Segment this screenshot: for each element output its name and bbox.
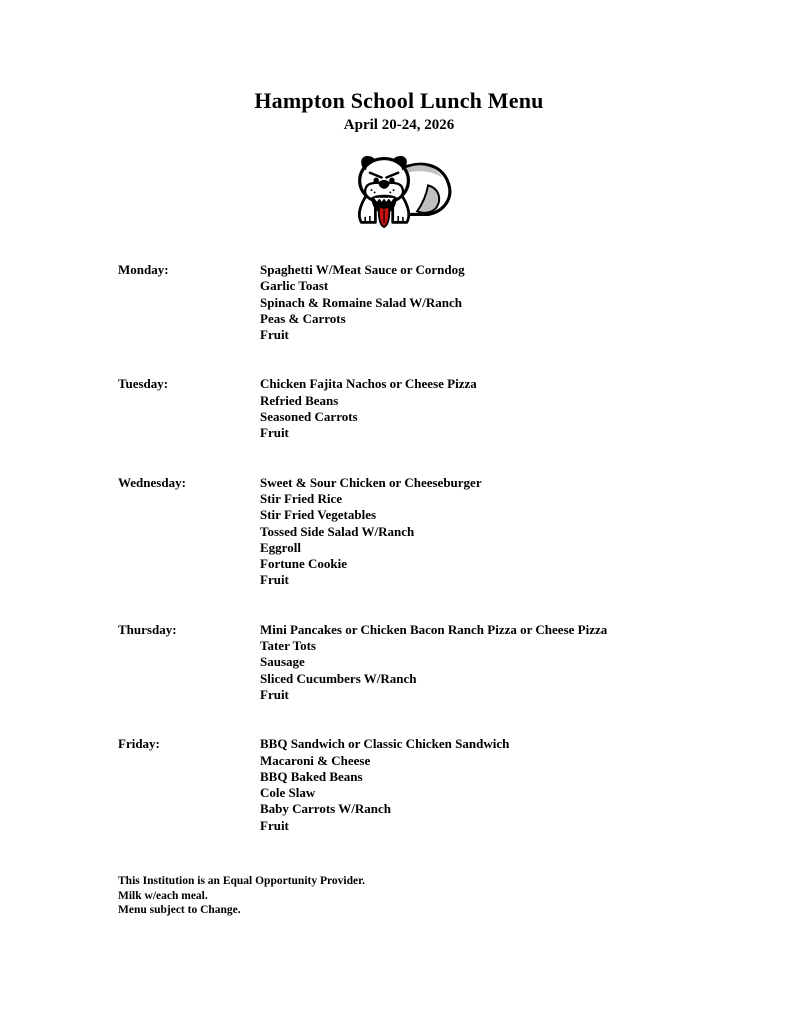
day-label: Wednesday: xyxy=(118,474,186,490)
menu-item: Fruit xyxy=(260,686,289,702)
menu-item: Fruit xyxy=(260,817,289,833)
menu-item: Peas & Carrots xyxy=(260,310,346,326)
date-range-subtitle: April 20-24, 2026 xyxy=(343,117,455,133)
menu-item: Sweet & Sour Chicken or Cheeseburger xyxy=(260,474,482,490)
footer-line-menu-change: Menu subject to Change. xyxy=(118,904,241,917)
menu-item: Fortune Cookie xyxy=(260,556,348,572)
menu-item: Sliced Cucumbers W/Ranch xyxy=(260,670,417,686)
day-label: Monday: xyxy=(118,262,169,277)
menu-item: Spinach & Romaine Salad W/Ranch xyxy=(260,294,463,310)
bulldog-mascot-icon xyxy=(340,150,458,238)
menu-item: Tater Tots xyxy=(260,638,316,654)
footer-line-milk: Milk w/each meal. xyxy=(118,889,208,902)
day-label: Thursday: xyxy=(118,621,177,637)
day-block-wednesday xyxy=(118,475,758,589)
mascot-image-container xyxy=(0,150,798,238)
menu-item: Chicken Fajita Nachos or Cheese Pizza xyxy=(260,376,477,392)
footer-line-equal-opportunity: This Institution is an Equal Opportunity Provider. xyxy=(118,875,366,888)
menu-item: Spaghetti W/Meat Sauce or Corndog xyxy=(260,262,465,277)
menu-days xyxy=(0,262,798,834)
day-label: Friday: xyxy=(118,736,160,752)
menu-item: Cole Slaw xyxy=(260,785,316,801)
menu-item: BBQ Baked Beans xyxy=(260,768,363,784)
menu-item: Tossed Side Salad W/Ranch xyxy=(260,523,415,539)
menu-item: Baby Carrots W/Ranch xyxy=(260,801,391,817)
menu-item: Fruit xyxy=(260,425,289,441)
menu-item: Mini Pancakes or Chicken Bacon Ranch Pizza or Cheese Pizza xyxy=(260,621,608,637)
menu-item: Sausage xyxy=(260,654,305,670)
day-block-tuesday xyxy=(118,376,758,441)
menu-item: BBQ Sandwich or Classic Chicken Sandwich xyxy=(260,736,510,752)
menu-item: Fruit xyxy=(260,327,289,343)
menu-item: Seasoned Carrots xyxy=(260,409,358,425)
day-block-thursday xyxy=(118,622,758,703)
day-items xyxy=(260,262,465,343)
menu-item: Fruit xyxy=(260,572,289,588)
menu-item: Macaroni & Cheese xyxy=(260,752,371,768)
page-title: Hampton School Lunch Menu xyxy=(254,88,544,113)
day-block-monday xyxy=(118,262,758,343)
menu-item: Refried Beans xyxy=(260,392,339,408)
menu-item: Stir Fried Vegetables xyxy=(260,507,377,523)
day-label: Tuesday: xyxy=(118,376,169,392)
day-items xyxy=(260,622,607,703)
footer-notes xyxy=(0,874,798,918)
day-block-friday xyxy=(118,736,758,834)
day-items xyxy=(260,376,477,441)
menu-item: Eggroll xyxy=(260,539,301,555)
day-items xyxy=(260,475,482,589)
menu-item: Stir Fried Rice xyxy=(260,490,343,506)
day-items xyxy=(260,736,509,834)
menu-item: Garlic Toast xyxy=(260,278,329,294)
